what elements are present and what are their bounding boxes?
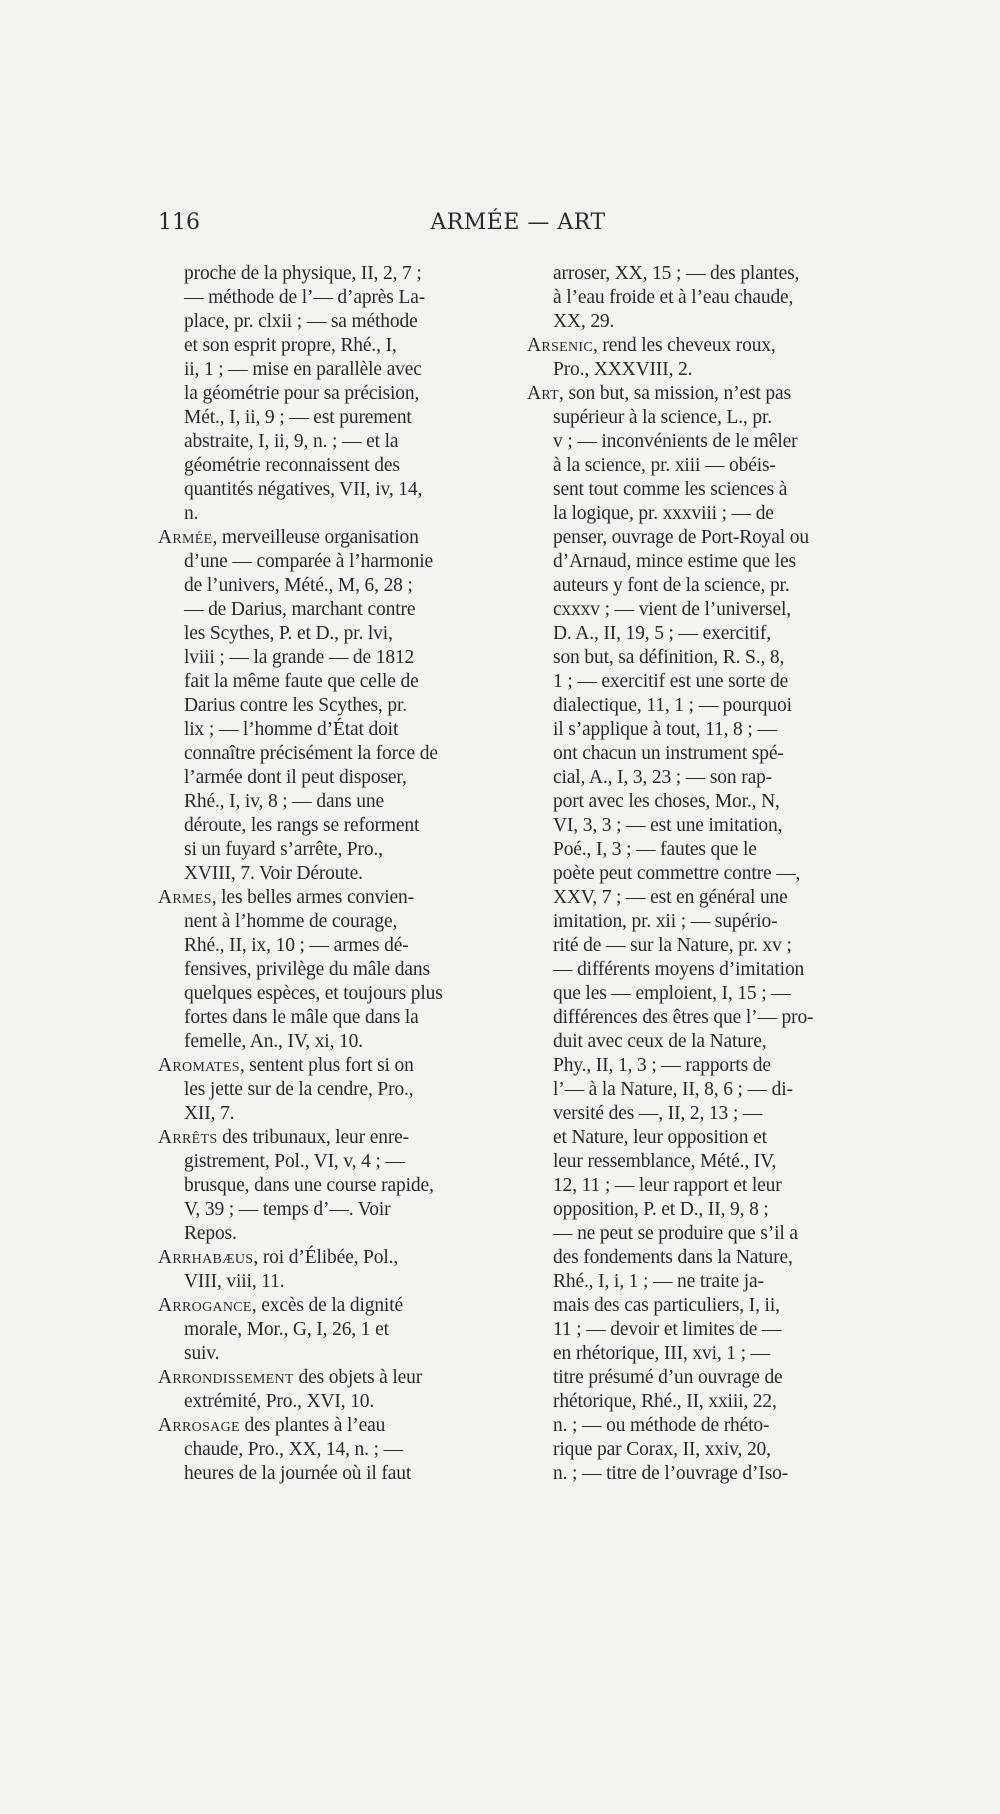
- text-line: [527, 454, 869, 478]
- line-text: 11 ; — devoir et limites de —: [553, 1319, 782, 1340]
- entry-headword: Armée: [158, 527, 213, 548]
- line-text: à l’eau froide et à l’eau chaude,: [553, 287, 794, 308]
- line-text: quelques espèces, et toujours plus: [184, 983, 443, 1004]
- line-text: géométrie reconnaissent des: [184, 455, 400, 476]
- text-line: [527, 286, 869, 310]
- text-line: [158, 1150, 500, 1174]
- line-text: d’Arnaud, mince estime que les: [553, 551, 796, 572]
- line-text: Poé., I, 3 ; — fautes que le: [553, 839, 757, 860]
- line-text: leur ressemblance, Mété., IV,: [553, 1151, 777, 1172]
- text-line: [527, 478, 869, 502]
- text-line: [527, 886, 869, 910]
- line-text: Rhé., I, i, 1 ; — ne traite ja-: [553, 1271, 764, 1292]
- line-text: des plantes à l’eau: [239, 1415, 386, 1436]
- line-text: des objets à leur: [293, 1367, 423, 1388]
- text-line: [158, 814, 500, 838]
- text-line: [158, 958, 500, 982]
- text-line: [158, 1318, 500, 1342]
- text-line: [527, 1318, 869, 1342]
- line-text: et son esprit propre, Rhé., I,: [184, 335, 397, 356]
- line-text: ont chacun un instrument spé-: [553, 743, 784, 764]
- line-text: rhétorique, Rhé., II, xxiii, 22,: [553, 1391, 777, 1412]
- text-line: [527, 910, 869, 934]
- text-line: [527, 1294, 869, 1318]
- text-line: [527, 1438, 869, 1462]
- line-text: n. ; — titre de l’ouvrage d’Iso-: [553, 1463, 789, 1484]
- text-line: [527, 646, 869, 670]
- text-line: [527, 502, 869, 526]
- page-number: 116: [158, 210, 200, 235]
- line-text: fensives, privilège du mâle dans: [184, 959, 430, 980]
- line-text: place, pr. clxii ; — sa méthode: [184, 311, 418, 332]
- text-line: [527, 430, 869, 454]
- line-text: brusque, dans une course rapide,: [184, 1175, 434, 1196]
- text-line: [158, 910, 500, 934]
- text-line: [158, 1270, 500, 1294]
- line-text: — méthode de l’— d’après La-: [184, 287, 426, 308]
- text-line: [527, 790, 869, 814]
- text-line: [158, 790, 500, 814]
- text-line: [527, 814, 869, 838]
- text-line: [527, 574, 869, 598]
- line-text: Repos.: [184, 1223, 237, 1244]
- line-text: il s’applique à tout, 11, 8 ; —: [553, 719, 777, 740]
- line-text: sent tout comme les sciences à: [553, 479, 788, 500]
- text-line: [158, 646, 500, 670]
- text-line: [527, 1246, 869, 1270]
- line-text: suiv.: [184, 1343, 220, 1364]
- text-line: [158, 1462, 500, 1486]
- entry-headword: Art: [527, 383, 560, 404]
- text-line: [527, 1414, 869, 1438]
- line-text: dialectique, 11, 1 ; — pourquoi: [553, 695, 792, 716]
- text-line: [158, 310, 500, 334]
- text-line: [527, 670, 869, 694]
- text-line: [527, 1342, 869, 1366]
- line-text: des fondements dans la Nature,: [553, 1247, 793, 1268]
- left-column: [158, 262, 500, 1486]
- text-line: [158, 406, 500, 430]
- line-text: , excès de la dignité: [251, 1295, 403, 1316]
- line-text: ii, 1 ; — mise en parallèle avec: [184, 359, 422, 380]
- text-line: [158, 1078, 500, 1102]
- text-line: [158, 574, 500, 598]
- text-line: [527, 1366, 869, 1390]
- text-line: [158, 1414, 500, 1438]
- text-line: [158, 1126, 500, 1150]
- line-text: déroute, les rangs se reforment: [184, 815, 420, 836]
- line-text: morale, Mor., G, I, 26, 1 et: [184, 1319, 389, 1340]
- line-text: femelle, An., IV, xi, 10.: [184, 1031, 363, 1052]
- text-line: [158, 886, 500, 910]
- text-line: [158, 286, 500, 310]
- line-text: de l’univers, Mété., M, 6, 28 ;: [184, 575, 413, 596]
- text-line: [527, 1054, 869, 1078]
- entry-headword: Arrêts: [158, 1127, 218, 1148]
- text-line: [158, 694, 500, 718]
- line-text: la géométrie pour sa précision,: [184, 383, 420, 404]
- text-line: [158, 1006, 500, 1030]
- line-text: fait la même faute que celle de: [184, 671, 419, 692]
- line-text: versité des —, II, 2, 13 ; —: [553, 1103, 763, 1124]
- text-line: [527, 718, 869, 742]
- text-line: [158, 1222, 500, 1246]
- text-line: [527, 862, 869, 886]
- line-text: cial, A., I, 3, 23 ; — son rap-: [553, 767, 773, 788]
- line-text: si un fuyard s’arrête, Pro.,: [184, 839, 383, 860]
- line-text: 1 ; — exercitif est une sorte de: [553, 671, 789, 692]
- text-line: [158, 478, 500, 502]
- line-text: auteurs y font de la science, pr.: [553, 575, 790, 596]
- text-line: [527, 262, 869, 286]
- line-text: XX, 29.: [553, 311, 615, 332]
- line-text: Phy., II, 1, 3 ; — rapports de: [553, 1055, 771, 1076]
- line-text: lviii ; — la grande — de 1812: [184, 647, 415, 668]
- line-text: rité de — sur la Nature, pr. xv ;: [553, 935, 792, 956]
- line-text: que les — emploient, I, 15 ; —: [553, 983, 791, 1004]
- entry-headword: Arrondissement: [158, 1367, 294, 1388]
- line-text: V, 39 ; — temps d’—. Voir: [184, 1199, 391, 1220]
- line-text: v ; — inconvénients de le mêler: [553, 431, 798, 452]
- text-line: [527, 1078, 869, 1102]
- line-text: Rhé., II, ix, 10 ; — armes dé-: [184, 935, 409, 956]
- line-text: quantités négatives, VII, iv, 14,: [184, 479, 423, 500]
- text-line: [527, 1198, 869, 1222]
- line-text: , merveilleuse organisation: [212, 527, 419, 548]
- line-text: son but, sa définition, R. S., 8,: [553, 647, 785, 668]
- text-line: [527, 310, 869, 334]
- text-line: [527, 406, 869, 430]
- text-line: [158, 526, 500, 550]
- text-line: [158, 1054, 500, 1078]
- line-text: extrémité, Pro., XVI, 10.: [184, 1391, 375, 1412]
- entry-headword: Arrogance: [158, 1295, 252, 1316]
- text-line: [527, 1462, 869, 1486]
- line-text: les jette sur de la cendre, Pro.,: [184, 1079, 414, 1100]
- text-line: [158, 718, 500, 742]
- text-line: [527, 1174, 869, 1198]
- text-line: [527, 1006, 869, 1030]
- line-text: connaître précisément la force de: [184, 743, 438, 764]
- text-line: [527, 1222, 869, 1246]
- line-text: XVIII, 7. Voir Déroute.: [184, 863, 363, 884]
- line-text: titre présumé d’un ouvrage de: [553, 1367, 783, 1388]
- text-line: [158, 358, 500, 382]
- text-line: [527, 1270, 869, 1294]
- text-line: [158, 622, 500, 646]
- right-column: [527, 262, 869, 1486]
- text-line: [158, 1390, 500, 1414]
- text-line: [527, 382, 869, 406]
- line-text: d’une — comparée à l’harmonie: [184, 551, 434, 572]
- line-text: en rhétorique, III, xvi, 1 ; —: [553, 1343, 770, 1364]
- line-text: l’armée dont il peut disposer,: [184, 767, 407, 788]
- line-text: à la science, pr. xiii — obéis-: [553, 455, 776, 476]
- text-line: [158, 742, 500, 766]
- entry-headword: Arrhabæus: [158, 1247, 254, 1268]
- text-line: [158, 382, 500, 406]
- text-line: [527, 358, 869, 382]
- text-line: [158, 934, 500, 958]
- text-line: [158, 598, 500, 622]
- text-line: [158, 334, 500, 358]
- text-line: [527, 1390, 869, 1414]
- line-text: imitation, pr. xii ; — supério-: [553, 911, 778, 932]
- entry-headword: Aromates: [158, 1055, 240, 1076]
- line-text: port avec les choses, Mor., N,: [553, 791, 780, 812]
- line-text: des tribunaux, leur enre-: [217, 1127, 410, 1148]
- line-text: supérieur à la science, L., pr.: [553, 407, 772, 428]
- text-line: [158, 1438, 500, 1462]
- line-text: 12, 11 ; — leur rapport et leur: [553, 1175, 782, 1196]
- line-text: heures de la journée où il faut: [184, 1463, 412, 1484]
- text-line: [527, 334, 869, 358]
- text-line: [158, 1198, 500, 1222]
- line-text: , sentent plus fort si on: [239, 1055, 414, 1076]
- text-line: [527, 622, 869, 646]
- text-line: [158, 1342, 500, 1366]
- text-line: [158, 1030, 500, 1054]
- line-text: mais des cas particuliers, I, ii,: [553, 1295, 780, 1316]
- line-text: opposition, P. et D., II, 9, 8 ;: [553, 1199, 769, 1220]
- text-line: [158, 838, 500, 862]
- text-line: [158, 982, 500, 1006]
- text-line: [158, 454, 500, 478]
- line-text: Pro., XXXVIII, 2.: [553, 359, 693, 380]
- line-text: poète peut commettre contre —,: [553, 863, 801, 884]
- entry-headword: Arrosage: [158, 1415, 240, 1436]
- line-text: arroser, XX, 15 ; — des plantes,: [553, 263, 800, 284]
- text-line: [527, 1102, 869, 1126]
- line-text: — différents moyens d’imitation: [553, 959, 805, 980]
- text-line: [158, 1294, 500, 1318]
- text-line: [158, 1246, 500, 1270]
- line-text: XXV, 7 ; — est en général une: [553, 887, 788, 908]
- text-line: [527, 934, 869, 958]
- text-line: [527, 1150, 869, 1174]
- line-text: , roi d’Élibée, Pol.,: [253, 1247, 399, 1268]
- line-text: — ne peut se produire que s’il a: [553, 1223, 798, 1244]
- text-line: [158, 262, 500, 286]
- text-line: [158, 1366, 500, 1390]
- text-line: [158, 430, 500, 454]
- line-text: l’— à la Nature, II, 8, 6 ; — di-: [553, 1079, 793, 1100]
- text-line: [527, 982, 869, 1006]
- text-line: [527, 1126, 869, 1150]
- text-line: [527, 526, 869, 550]
- line-text: Mét., I, ii, 9 ; — est purement: [184, 407, 412, 428]
- line-text: , les belles armes convien-: [211, 887, 414, 908]
- line-text: penser, ouvrage de Port-Royal ou: [553, 527, 809, 548]
- line-text: les Scythes, P. et D., pr. lvi,: [184, 623, 393, 644]
- text-line: [158, 766, 500, 790]
- text-line: [527, 550, 869, 574]
- entry-headword: Armes: [158, 887, 212, 908]
- text-line: [158, 670, 500, 694]
- text-line: [527, 598, 869, 622]
- line-text: chaude, Pro., XX, 14, n. ; —: [184, 1439, 403, 1460]
- text-line: [527, 958, 869, 982]
- line-text: n. ; — ou méthode de rhéto-: [553, 1415, 770, 1436]
- line-text: lix ; — l’homme d’État doit: [184, 719, 399, 740]
- line-text: VIII, viii, 11.: [184, 1271, 285, 1292]
- text-line: [527, 838, 869, 862]
- line-text: n.: [184, 503, 199, 524]
- page-header: [158, 210, 878, 244]
- line-text: fortes dans le mâle que dans la: [184, 1007, 419, 1028]
- line-text: , son but, sa mission, n’est pas: [559, 383, 791, 404]
- line-text: Rhé., I, iv, 8 ; — dans une: [184, 791, 384, 812]
- text-line: [527, 694, 869, 718]
- line-text: gistrement, Pol., VI, v, 4 ; —: [184, 1151, 405, 1172]
- line-text: duit avec ceux de la Nature,: [553, 1031, 767, 1052]
- text-line: [527, 766, 869, 790]
- line-text: la logique, pr. xxxviii ; — de: [553, 503, 774, 524]
- text-line: [158, 1102, 500, 1126]
- line-text: proche de la physique, II, 2, 7 ;: [184, 263, 422, 284]
- line-text: XII, 7.: [184, 1103, 235, 1124]
- text-line: [527, 1030, 869, 1054]
- line-text: nent à l’homme de courage,: [184, 911, 398, 932]
- line-text: rique par Corax, II, xxiv, 20,: [553, 1439, 771, 1460]
- entry-headword: Arsenic: [527, 335, 593, 356]
- line-text: différences des êtres que l’— pro-: [553, 1007, 814, 1028]
- line-text: cxxxv ; — vient de l’universel,: [553, 599, 791, 620]
- text-line: [158, 502, 500, 526]
- line-text: , rend les cheveux roux,: [592, 335, 776, 356]
- line-text: D. A., II, 19, 5 ; — exercitif,: [553, 623, 771, 644]
- running-head: ARMÉE — ART: [430, 210, 606, 235]
- text-line: [527, 742, 869, 766]
- line-text: et Nature, leur opposition et: [553, 1127, 767, 1148]
- line-text: VI, 3, 3 ; — est une imitation,: [553, 815, 783, 836]
- line-text: Darius contre les Scythes, pr.: [184, 695, 407, 716]
- line-text: abstraite, I, ii, 9, n. ; — et la: [184, 431, 399, 452]
- text-line: [158, 1174, 500, 1198]
- text-line: [158, 862, 500, 886]
- text-line: [158, 550, 500, 574]
- line-text: — de Darius, marchant contre: [184, 599, 416, 620]
